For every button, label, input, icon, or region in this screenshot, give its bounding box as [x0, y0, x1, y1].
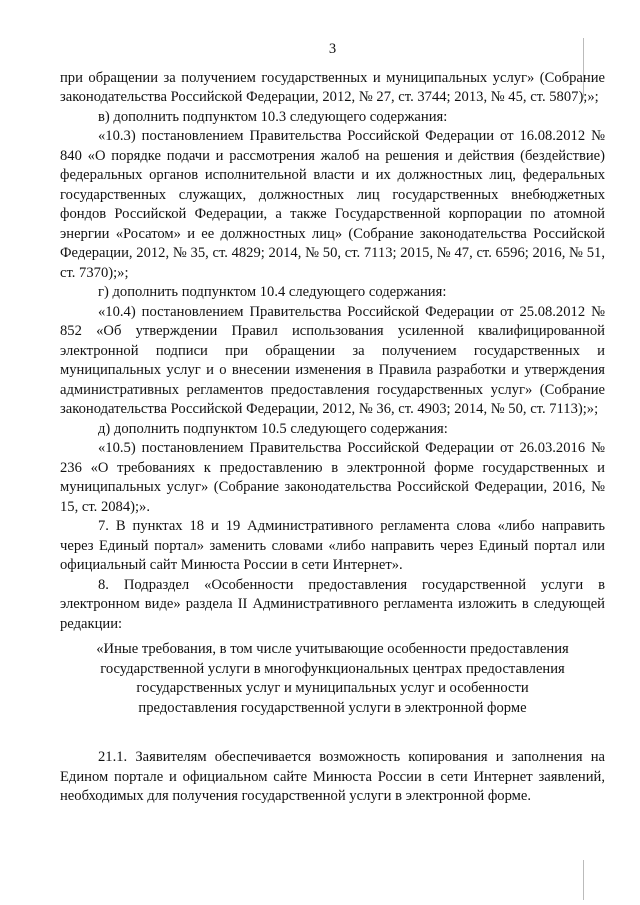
document-page	[60, 40, 605, 807]
paragraph-item-v: в) дополнить подпунктом 10.3 следующего содержания:	[98, 108, 448, 125]
heading-line: предоставления государственной услуги в электронной форме	[138, 699, 527, 716]
page-number: 3	[328, 41, 337, 57]
spacer	[60, 718, 605, 748]
paragraph-21-1: 21.1. Заявителям обеспечивается возможность копирования и заполнения на Едином портале и официальном сайте Минюста России в сети Интернет заявлений, необходимых для получения государственной услуги в электронной форме.	[60, 749, 605, 804]
paragraph-item-d: д) дополнить подпунктом 10.5 следующего содержания:	[98, 420, 448, 437]
section-heading	[60, 640, 605, 718]
paragraph-10-3: «10.3) постановлением Правительства Российской Федерации от 16.08.2012 № 840 «О порядке подачи и рассмотрения жалоб на решения и действия (бездействие) федеральных органов исполнительной власти и их должностных лиц, федеральных государственных служащих, должностных лиц государственных внебюджетных фондов Российской Федерации, а также Государственной корпорации по атомной энергии «Росатом» и ее должностных лиц» (Собрание законодательства Российской Федерации, 2012, № 35, ст. 4829; 2014, № 50, ст. 7113; 2015, № 47, ст. 6596; 2016, № 51, ст. 7370);»;	[60, 128, 605, 281]
paragraph-item-g: г) дополнить подпунктом 10.4 следующего содержания:	[98, 284, 447, 300]
scan-edge-mark-bottom	[583, 860, 584, 900]
heading-line: «Иные требования, в том числе учитывающие особенности предоставления	[96, 641, 569, 657]
paragraph-8: 8. Подраздел «Особенности предоставления государственной услуги в электронном виде» раздела II Административного регламента изложить в следующей редакции:	[60, 576, 605, 632]
paragraph-10-4: «10.4) постановлением Правительства Российской Федерации от 25.08.2012 № 852 «Об утверждении Правил использования усиленной квалифицированной электронной подписи при обращении за получением государственных и муниципальных услуг и о внесении изменения в Правила разработки и утверждения административных регламентов предоставления государственных услуг» (Собрание законодательства Российской Федерации, 2012, № 36, ст. 4903; 2014, № 50, ст. 7113);»;	[60, 303, 605, 417]
paragraph-7: 7. В пунктах 18 и 19 Административного регламента слова «либо направить через Единый портал» заменить словами «либо направить через Единый портал или официальный сайт Минюста России в сети Интернет».	[60, 518, 605, 573]
paragraph-10-5: «10.5) постановлением Правительства Российской Федерации от 26.03.2016 № 236 «О требованиях к предоставлению в электронной форме государственных и муниципальных услуг» (Собрание законодательства Российской Федерации, 2016, № 15, ст. 2084);».	[60, 440, 605, 515]
paragraph-continuation: при обращении за получением государственных и муниципальных услуг» (Собрание законодательства Российской Федерации, 2012, № 27, ст. 3744; 2013, № 45, ст. 5807);»;	[60, 69, 605, 105]
heading-line: государственных услуг и муниципальных услуг и особенности	[136, 680, 529, 696]
heading-line: государственной услуги в многофункциональных центрах предоставления	[100, 660, 565, 677]
